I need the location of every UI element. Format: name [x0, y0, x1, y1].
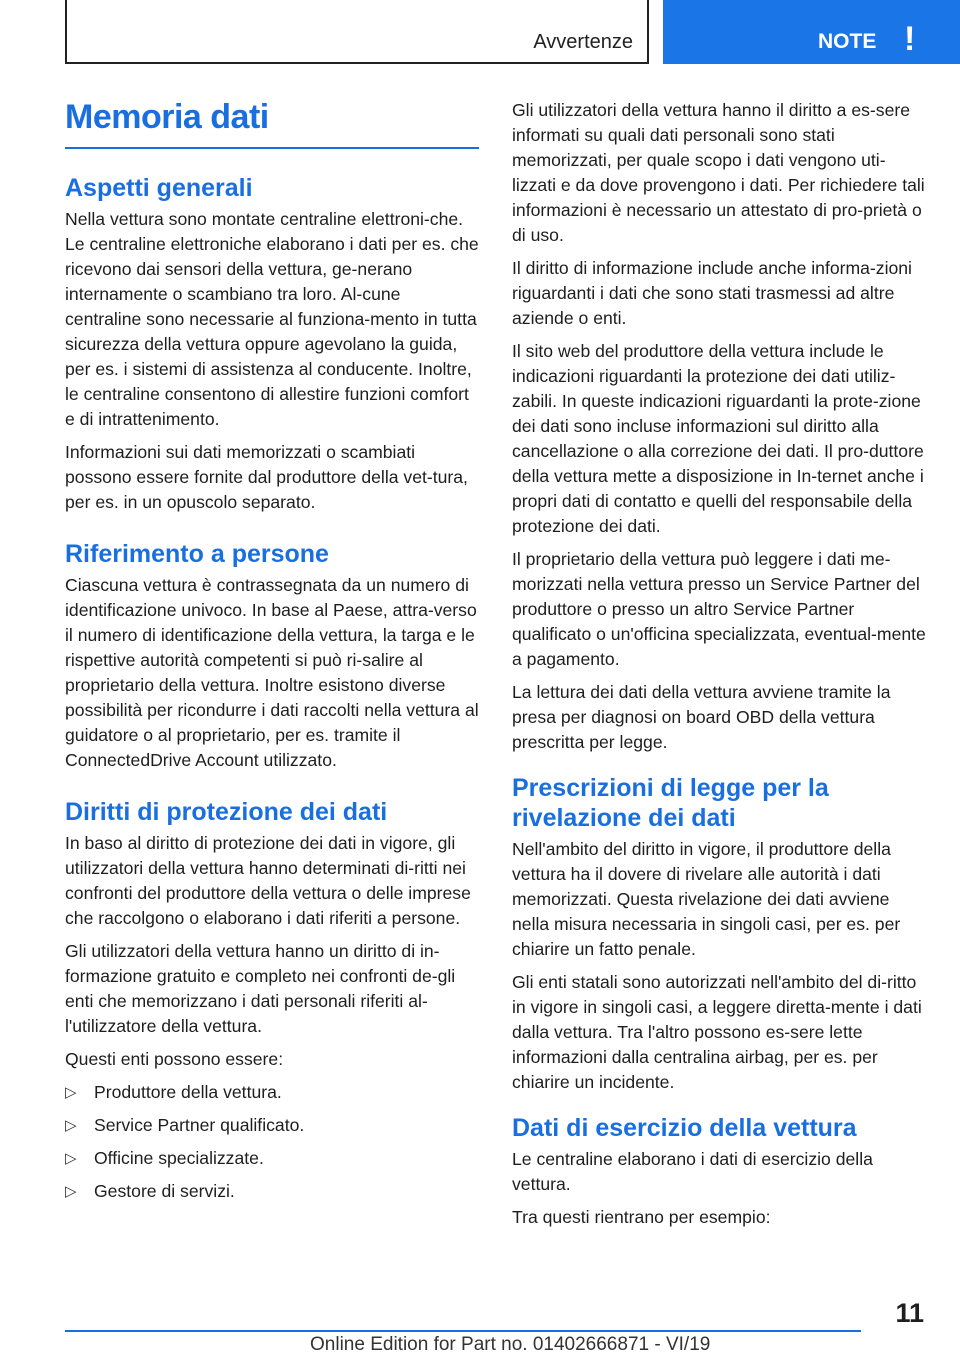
section-heading-dati-di-esercizio: Dati di esercizio della vettura	[512, 1114, 857, 1142]
paragraph: Il proprietario della vettura può leggere i dati me-morizzati nella vettura presso un Service Partner del produttore o presso un altro Service Partner qualificato o un'officina specializzata, eventual-mente a pagamento.	[512, 549, 926, 669]
list-item-text: Officine specializzate.	[94, 1148, 264, 1168]
left-column	[65, 98, 479, 1212]
section-heading-prescrizioni-di-legge: Prescrizioni di legge per la rivelazione dei dati	[512, 774, 829, 832]
header-box	[65, 0, 649, 64]
list-item	[65, 1146, 479, 1171]
paragraph: Le centraline elaborano i dati di esercizio della vettura.	[512, 1149, 873, 1194]
triangle-bullet-icon: ▷	[65, 1183, 77, 1200]
section-heading-diritti-di-protezione: Diritti di protezione dei dati	[65, 798, 388, 826]
exclamation-icon: !	[904, 20, 916, 58]
paragraph: Il diritto di informazione include anche informa-zioni riguardanti i dati che sono stati trasmessi ad altre aziende o enti.	[512, 258, 912, 328]
triangle-bullet-icon: ▷	[65, 1084, 77, 1101]
paragraph: Ciascuna vettura è contrassegnata da un numero di identificazione univoco. In base al Paese, attra-verso il numero di identificazione della vettura, la targa e le rispettive autorità competenti si può ri-salire al proprietario della vettura. Inoltre esistono diverse possibilità per ricondurre i dati raccolti nella vettura al guidatore o al proprietario, per es. tramite il ConnectedDrive Account utilizzato.	[65, 575, 479, 770]
paragraph: La lettura dei dati della vettura avviene tramite la presa per diagnosi on board OBD della vettura prescritta per legge.	[512, 682, 891, 752]
list-item	[65, 1113, 479, 1138]
list-item-text: Gestore di servizi.	[94, 1181, 235, 1201]
section-heading-riferimento-a-persone: Riferimento a persone	[65, 540, 329, 568]
footer-rule	[65, 1330, 861, 1332]
page-number: 11	[895, 1298, 924, 1328]
entity-list	[65, 1080, 479, 1204]
list-item	[65, 1179, 479, 1204]
paragraph: Informazioni sui dati memorizzati o scambiati possono essere fornite dal produttore della vet-tura, per es. in un opuscolo separato.	[65, 442, 468, 512]
triangle-bullet-icon: ▷	[65, 1150, 77, 1167]
paragraph: Questi enti possono essere:	[65, 1049, 284, 1069]
paragraph: Nell'ambito del diritto in vigore, il produttore della vettura ha il dovere di rivelare alle autorità i dati memorizzati. Questa rivelazione dei dati avviene nella misura necessaria in singoli casi, per es. per chiarire un fatto penale.	[512, 839, 901, 959]
header-section-title: Avvertenze	[533, 31, 633, 53]
list-item-text: Service Partner qualificato.	[94, 1115, 305, 1135]
paragraph: Gli enti statali sono autorizzati nell'ambito del di-ritto in vigore in singoli casi, a leggere diretta-mente i dati dalla vettura. Tra l'altro possono es-sere lette informazioni dalla centralina airbag, per es. per chiarire un incidente.	[512, 972, 922, 1092]
triangle-bullet-icon: ▷	[65, 1117, 77, 1134]
paragraph: Tra questi rientrano per esempio:	[512, 1207, 771, 1227]
section-heading-aspetti-generali: Aspetti generali	[65, 174, 253, 202]
list-item	[65, 1080, 479, 1105]
paragraph: Il sito web del produttore della vettura include le indicazioni riguardanti la protezione dei dati utiliz-zabili. In queste indicazioni riguardanti la prote-zione dei dati sono incluse informazioni sul diritto alla cancellazione o alla correzione dei dati. Il pro-duttore della vettura mette a disposizione in In-ternet anche i propri dati di contatto e quelli del responsabile della protezione dei dati.	[512, 341, 924, 536]
header-tab-note	[663, 0, 960, 64]
paragraph: In baso al diritto di protezione dei dati in vigore, gli utilizzatori della vettura hanno determinati di-ritti nei confronti del produttore della vettura o delle imprese che raccolgono o elaborano i dati riferiti a persone.	[65, 833, 471, 928]
paragraph: Gli utilizzatori della vettura hanno il diritto a es-sere informati su quali dati personali sono stati memorizzati, per quale scopo i dati vengono uti-lizzati e da dove provengono i dati. Per richiedere tali informazioni è necessario un attestato di pro-prietà o di uso.	[512, 100, 925, 245]
paragraph: Nella vettura sono montate centraline elettroni-che. Le centraline elettroniche elaborano i dati per es. che ricevono dai sensori della vettura, ge-nerano internamente o scambiano tra loro. Al-cune centraline sono necessarie al funziona-mento in tutta sicurezza della vettura oppure agevolano la guida, per es. i sistemi di assistenza al conducente. Inoltre, le centraline consentono di allestire funzioni comfort e di intrattenimento.	[65, 209, 479, 429]
header-tab-label: NOTE	[818, 30, 877, 53]
footer-edition-text: Online Edition for Part no. 01402666871 - VI/19	[310, 1334, 711, 1355]
right-column	[512, 98, 926, 1238]
page-title: Memoria dati	[65, 98, 479, 149]
list-item-text: Produttore della vettura.	[94, 1082, 282, 1102]
paragraph: Gli utilizzatori della vettura hanno un diritto di in-formazione gratuito e completo nei confronti de-gli enti che memorizzano i dati personali riferiti al-l'utilizzatore della vettura.	[65, 941, 456, 1036]
